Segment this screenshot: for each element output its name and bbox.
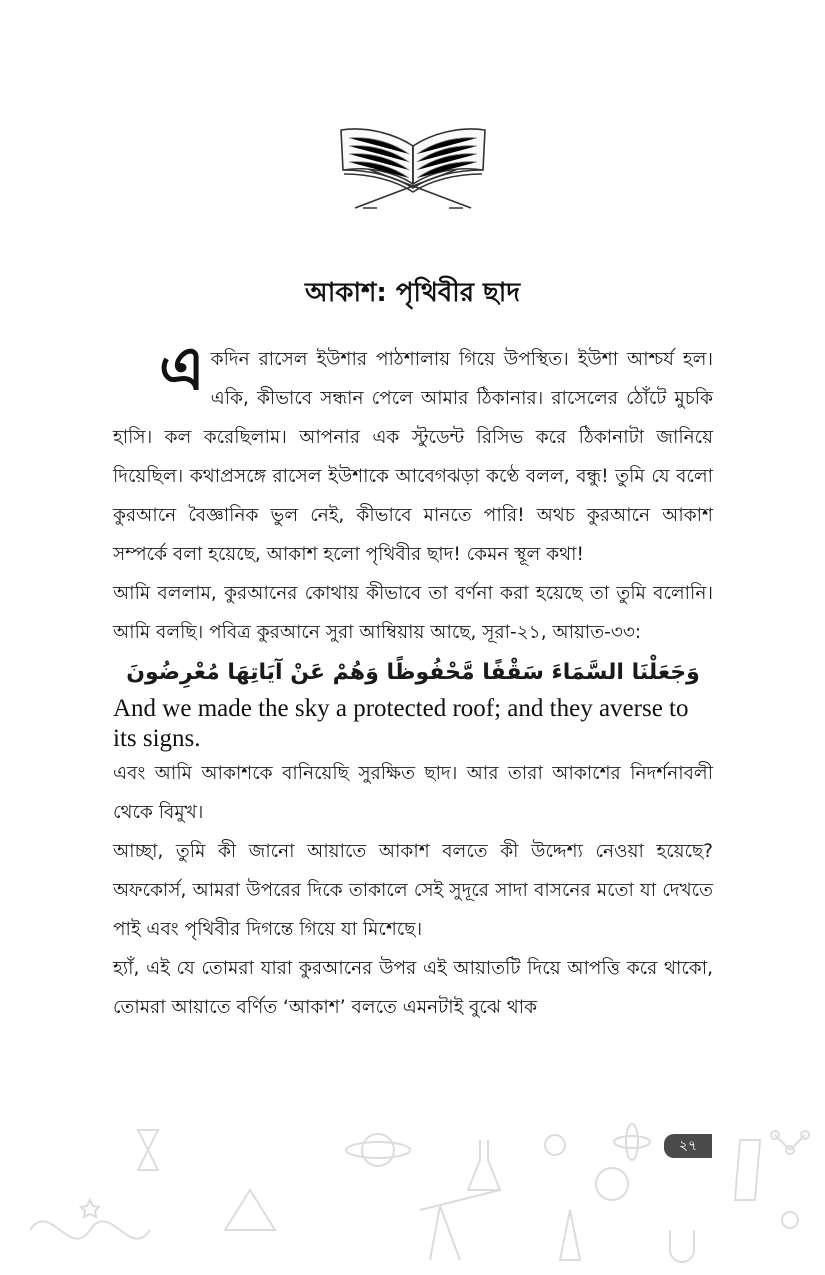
rocket-icon — [560, 1210, 580, 1260]
telescope-icon — [420, 1190, 500, 1210]
ruler-icon — [735, 1140, 760, 1200]
english-translation: And we made the sky a protected roof; and they averse to its signs. — [113, 695, 689, 752]
paragraph: আমি বললাম, কুরআনের কোথায় কীভাবে তা বর্ণনা করা হয়েছে তা তুমি বলোনি। আমি বলছি। পবিত্র কুরআনে সুরা আম্বিয়ায় আছে, সূরা-২১, আয়াত-৩৩: — [113, 583, 713, 643]
paragraph: হ্যাঁ, এই যে তোমরা যারা কুরআনের উপর এই আয়াতটি দিয়ে আপত্তি করে থাকো, তোমরা আয়াতে বর্ণিত ‘আকাশ’ বলতে এমনটাই বুঝে থাক — [113, 958, 713, 1018]
atom-icon — [614, 1136, 650, 1148]
globe-icon — [596, 1168, 628, 1200]
page-title: আকাশ: পৃথিবীর ছাদ — [304, 278, 521, 308]
triangle-ruler-icon — [225, 1190, 275, 1230]
drop-cap: এ — [159, 334, 205, 404]
body-text — [113, 334, 713, 1027]
paragraph: আচ্ছা, তুমি কী জানো আয়াতে আকাশ বলতে কী উদ্দেশ্য নেওয়া হয়েছে? অফকোর্স, আমরা উপরের দিকে তাকালে সেই সুদূরে সাদা বাসনের মতো যা দেখতে পাই এবং পৃথিবীর দিগন্তে গিয়ে যা মিশেছে। — [113, 841, 713, 940]
magnet-icon — [670, 1230, 694, 1262]
star-icon — [81, 1200, 99, 1217]
lightbulb-icon — [545, 1135, 565, 1155]
hourglass-icon — [138, 1130, 158, 1170]
arabic-verse: وَجَعَلْنَا السَّمَاءَ سَقْفًا مَّحْفُوظًا وَهُمْ عَنْ آيَاتِهَا مُعْرِضُونَ — [126, 660, 700, 685]
gear-icon — [782, 1212, 798, 1228]
page-number: ২৭ — [664, 1134, 712, 1158]
paragraph: এবং আমি আকাশকে বানিয়েছি সুরক্ষিত ছাদ। আর তারা আকাশের নিদর্শনাবলী থেকে বিমুখ। — [113, 763, 713, 823]
paragraph: একদিন রাসেল ইউশার পাঠশালায় গিয়ে উপস্থিত। ইউশা আশ্চর্য হল। একি, কীভাবে সন্ধান পেলে আমার ঠিকানার। রাসেলের ঠোঁটে মুচকি হাসি। কল করেছিলাম। আপনার এক স্টুডেন্ট রিসিভ করে ঠিকানাটা জানিয়ে দিয়েছিল। কথাপ্রসঙ্গে রাসেল ইউশাকে আবেগঝড়া কণ্ঠে বলল, বন্ধু! তুমি যে বলো কুরআনে বৈজ্ঞানিক ভুল নেই, কীভাবে মানতে পারি! অথচ কুরআনে আকাশ সম্পর্কে বলা হয়েছে, আকাশ হলো পৃথিবীর ছাদ! কেমন স্থূল কথা! — [113, 334, 713, 565]
open-quran-on-stand-icon — [333, 112, 493, 212]
flask-icon — [468, 1140, 500, 1190]
planet-icon — [362, 1134, 394, 1166]
dna-icon — [30, 1221, 150, 1238]
